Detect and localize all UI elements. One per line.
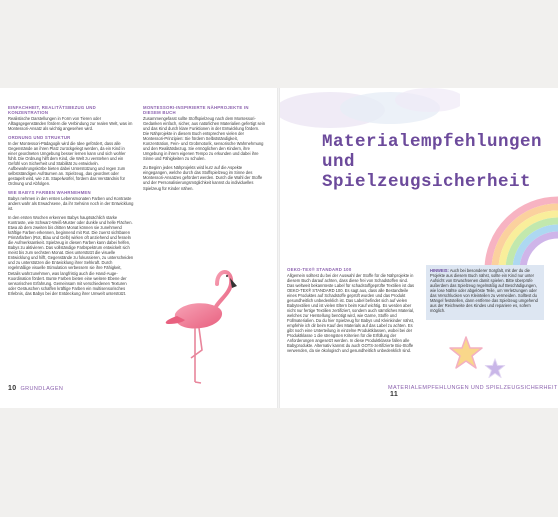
page-number: 11 — [389, 391, 399, 398]
section-heading: ORDNUNG UND STRUKTUR — [8, 135, 71, 141]
right-column-1 — [287, 265, 415, 357]
left-column-2 — [143, 103, 265, 195]
footer-label: MATERIALEMPFEHLUNGEN UND SPIELZEUGSICHERHEIT — [388, 385, 558, 391]
cloud-illustration — [280, 88, 460, 128]
paragraph: In den ersten Wochen erkennen Babys hauptsächlich starke Kontraste, wie Schwarz-Weiß-Muster oder dunkle und helle Flächen. Etwa ab dem zweiten bis dritten Monat können sie zunehmend kräftige Farben erkennen, beginnend mit Rot. Die zuerst sichtbaren Primärfarben (Rot, Blau und Gelb) wirken oft anziehend und fesseln die Aufmerksamkeit. Spielzeug in diesen Farben kann dabei helfen, Babys zu aktivieren. Das vollständige Farbspektrum entwickelt sich meist bis zum sechsten Monat. Dies unterstützt die visuelle Entwicklung und hilft, Gegenstände zu fokussieren, zu unterscheiden und zu unterstützen die Entwicklung ihrer Sehkraft. Durch regelmäßige visuelle Stimulation verbessern sie ihre Fähigkeit, Details wahrzunehmen, was langfristig auch die Hand-Auge-Koordination fördert. Bunte Farben bieten eine weitere Ebene der sensorischen Erfahrung. Gemeinsam mit verschiedenen Texturen oder Geräuschen schaffen kräftige Farben ein multisensorisches Erlebnis, das Babys bei der Entdeckung ihrer Umwelt unterstützt. — [8, 215, 134, 296]
page-title: Materialempfehlungen und Spielzeugsicherheit — [322, 132, 543, 192]
star-icon — [484, 358, 506, 379]
hint-text: Auch bei besonderer Sorgfalt, mit der du die Projekte aus diesem Buch nähst, sollte ein Kind nur unter Aufsicht von Erwachsenen damit spielen. Bitte überprüfe außerdem das Spielzeug regelmäßig auf Beschädigungen, wie lose Nähte oder abgelöste Teile, um Verletzungen oder das Verschlucken von Kleinteilen zu vermeiden. Solltest du Mängel feststellen, dann entferne das Spielzeug umgehend aus der Reichweite des Kindes und repariere es, sofern möglich. — [430, 268, 538, 314]
rainbow-illustration — [480, 180, 558, 270]
flamingo-illustration — [155, 262, 245, 392]
section-heading: MONTESSORI-INSPIRIERTE NÄHPROJEKTE IN DIESEM BUCH — [143, 105, 249, 116]
paragraph: Zusammengefasst sollte Stoffspielzeug nach dem Montessori-Gedanken einfach, sicher, aus natürlichen Materialien gefertigt sein und das Kind durch klare Funktionen in der Entwicklung fördern. Die Nähprojekte in diesem Buch entsprechen vielen der Montessori-Prinzipien: Sie fördern Selbstständigkeit, Konzentration, Fein- und Grobmotorik, sensorische Wahrnehmung und den Realitätsbezug. Sie ermöglichen den Kindern, ihre Umgebung in ihrem eigenen Tempo zu erkunden und dabei ihre Sinne und Fähigkeiten zu schulen. — [143, 115, 265, 162]
paragraph: Realistische Darstellungen in Form von Tieren oder Alltagsgegenständen fördern die Verbindung zur realen Welt, was im Montessori-Ansatz als wichtig angesehen wird. — [8, 115, 133, 131]
left-column-1 — [8, 103, 134, 300]
paragraph: Allgemein solltest du bei der Auswahl der Stoffe für die Nähprojekte in diesem Buch darauf achten, dass diese frei von Schadstoffen sind. Das weltweit bekannteste Label für schadstoffgeprüfte Textilien ist das OEKO-TEX® STANDARD 100. Es sagt aus, dass alle Bestandteile eines Produktes auf Schadstoffe geprüft wurden und das Produkt gesundheitlich unbedenklich ist. Das Label befindet sich auf vielen Babytextilien und ist vielen Eltern beim Kauf wichtig. Es werden aber nicht nur fertige Textilien zertifiziert, sondern auch sämtliches Material, welches zur Herstellung benötigt wird, wie Garne, Stoffe und Füllmaterialien. Da du hier Spielzeug für Babys und Kleinkinder nähst, empfehle ich dir beim Kauf des Materials auf das Label zu achten. Es gibt noch eine Unterteilung in einzelne Produktklassen, wobei bei der Produktklasse 1 die strengsten Kriterien für die Erfüllung der Anforderungen angesetzt werden. In diese Produktklasse fallen alle Babyprodukte. Alternativ kannst du auch GOTS-zertifizierte Bio-Stoffe verwenden, da sie ökologisch und gesundheitlich unbedenklich sind. — [287, 272, 415, 354]
paragraph: In der Montessori-Pädagogik wird die Idee gefördert, dass alle Gegenstände an ihren Platz zurückgelegt werden, da ein Kind in einer geordneten Umgebung besser lernen kann und sich wohler fühlt. Die Ordnung hilft dem Kind, die Welt zu verstehen und ein Gefühl von Sicherheit und Stabilität zu entwickeln. Aufbewahrungskörbe bieten dabei Unterstützung und regen zum selbstständigen Aufräumen an. Spielzeug, das geordnet oder gestapelt wird, wie z.B. Stapelwürfel, fördern das Verständnis für Ordnung und Abfolgen. — [8, 140, 126, 187]
star-icon — [448, 336, 484, 370]
hint-label: HINWEIS: — [430, 268, 449, 273]
paragraph: Zu Beginn jedes Nähprojekts wird kurz auf die Aspekte eingegangen, welche durch das Stoffspielzeug im Sinne des Montessori-Ansatzes gefördert werden. Durch die Wahl der Stoffe und der Personalisierungsmöglichkeit kannst du individuelles Spielzeug für Kinder nähen. — [143, 165, 263, 191]
paragraph: Babys nehmen in den ersten Lebensmonaten Farben und Kontraste anders wahr als Erwachsene, da ihr Sehsinn noch in der Entwicklung ist. — [8, 195, 134, 211]
section-heading: WIE BABYS FARBEN WAHRNEHMEN — [8, 190, 91, 196]
hint-box — [426, 265, 544, 320]
section-heading: OEKO-TEX® STANDARD 100 — [287, 267, 352, 272]
footer-label: GRUNDLAGEN — [20, 386, 64, 392]
section-heading: EINFACHHEIT, REALITÄTSBEZUG UND KONZENTRATION — [8, 105, 96, 116]
page-number: 10 — [8, 385, 17, 392]
left-footer — [8, 385, 63, 392]
right-footer — [388, 385, 558, 398]
book-gutter — [277, 88, 280, 408]
